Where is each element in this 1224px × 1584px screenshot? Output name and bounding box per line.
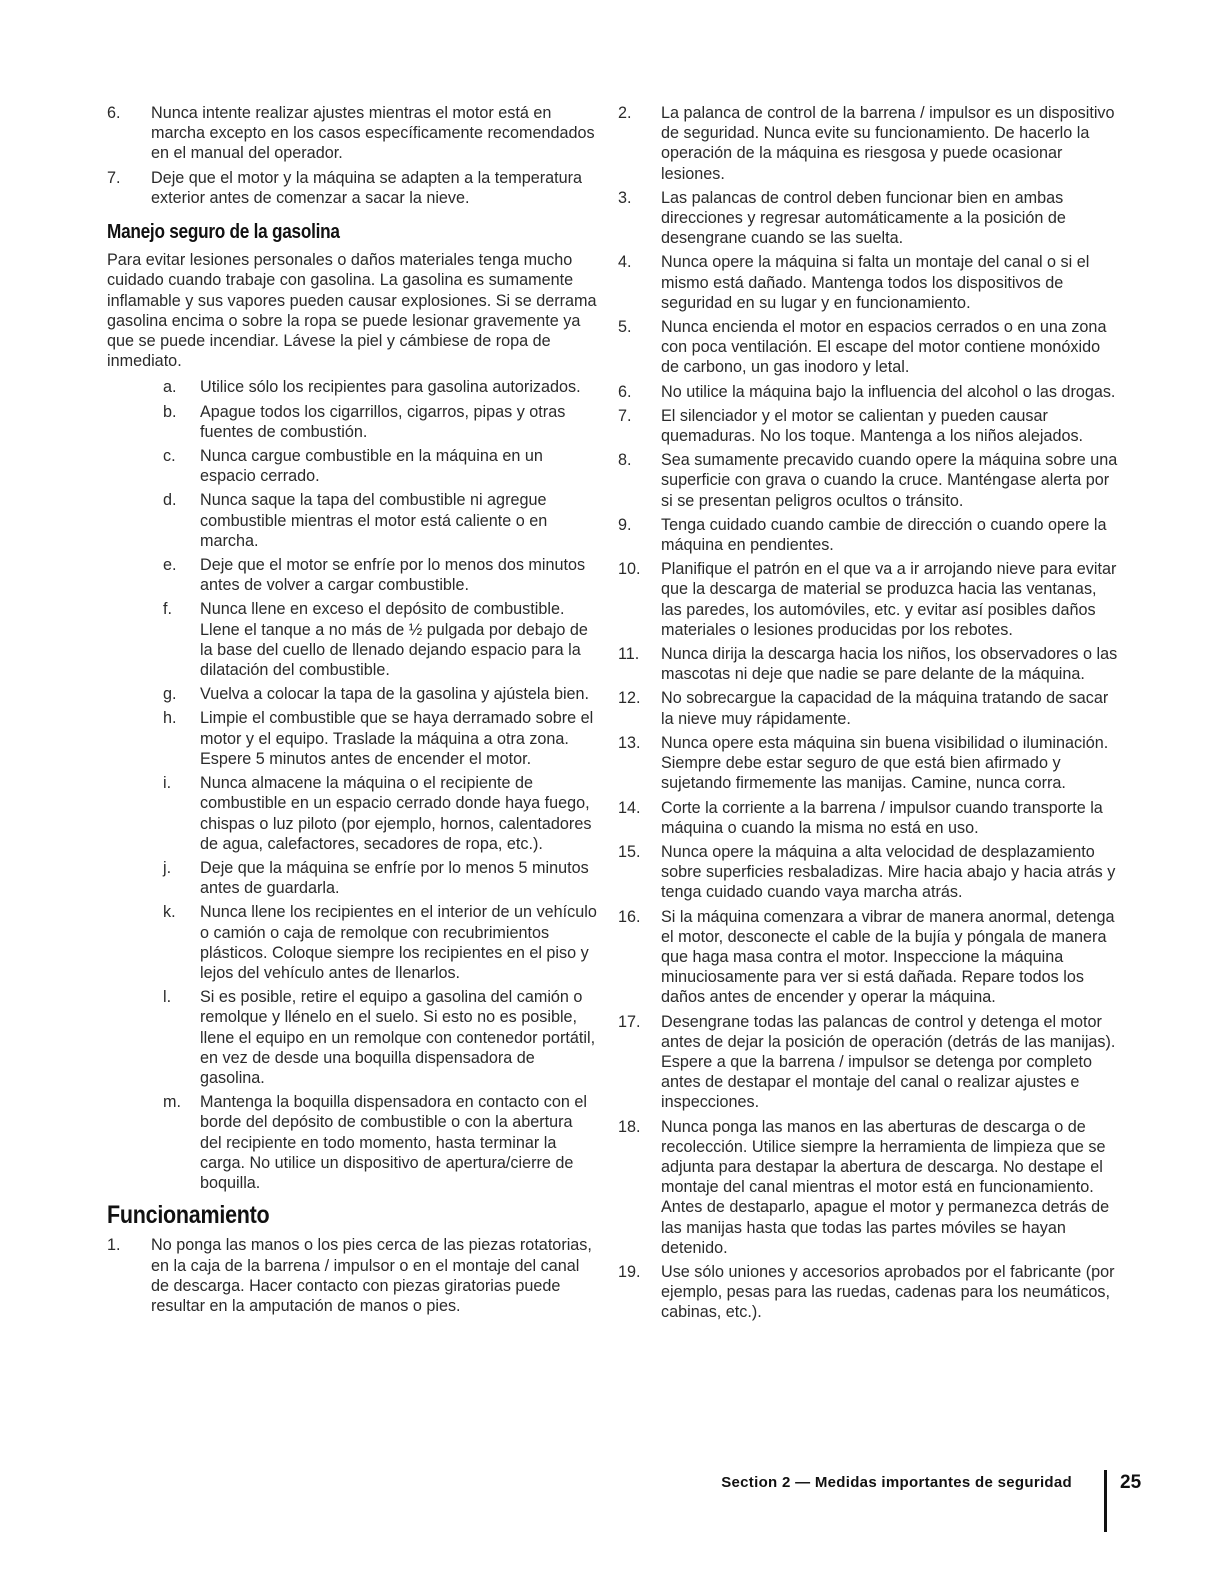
- footer-divider: [1104, 1470, 1107, 1532]
- list-item: e. Deje que el motor se enfríe por lo menos dos minutos antes de volver a cargar combustible.: [163, 556, 586, 595]
- section-heading-gasoline: Manejo seguro de la gasolina: [107, 221, 340, 244]
- list-item: 8. Sea sumamente precavido cuando opere la máquina sobre una superficie con grava o cuando la cruce. Manténgase alerta por si se presentan peligros ocultos o tránsito.: [618, 451, 1118, 510]
- right-column: [618, 103, 1118, 1327]
- list-item: 15. Nunca opere la máquina a alta velocidad de desplazamiento sobre superficies resbaladizas. Mire hacia abajo y hacia atrás y tenga cuidado cuando vaya marcha atrás.: [618, 842, 1116, 902]
- list-item: m. Mantenga la boquilla dispensadora en contacto con el borde del depósito de combustible o con la abertura del recipiente en todo momento, hasta terminar la carga. No utilice un dispositivo de apertura/cierre de boquilla.: [163, 1093, 587, 1192]
- list-item: k. Nunca llene los recipientes en el interior de un vehículo o camión o caja de remolque con recubrimientos plásticos. Coloque siempre los recipientes en el piso y lejos del vehículo antes de llenarlos.: [163, 903, 597, 982]
- list-item: j. Deje que la máquina se enfríe por lo menos 5 minutos antes de guardarla.: [163, 858, 589, 898]
- list-item: a. Utilice sólo los recipientes para gasolina autorizados.: [163, 378, 581, 397]
- list-item: f. Nunca llene en exceso el depósito de combustible. Llene el tanque a no más de ½ pulgada por debajo de la base del cuello de llenado dejando espacio para la dilatación del combustible.: [163, 600, 588, 680]
- list-item: 19. Use sólo uniones y accesorios aprobados por el fabricante (por ejemplo, pesas para las ruedas, cadenas para los neumáticos, cabinas, etc.).: [618, 1262, 1115, 1322]
- list-item: 5. Nunca encienda el motor en espacios cerrados o en una zona con poca ventilación. El escape del motor contiene monóxido de carbono, un gas inodoro y letal.: [618, 318, 1107, 377]
- gasoline-intro-paragraph: Para evitar lesiones personales o daños materiales tenga mucho cuidado cuando trabaje con gasolina. La gasolina es sumamente inflamable y sus vapores pueden causar explosiones. Si se derrama gasolina encima o sobre la ropa se puede lesionar gravemente ya que se puede incendiar. Lávese la piel y cámbiese de ropa de inmediato.: [107, 251, 597, 371]
- list-item: 7. El silenciador y el motor se calientan y pueden causar quemaduras. No los toque. Mantenga a los niños alejados.: [618, 406, 1084, 446]
- list-item: d. Nunca saque la tapa del combustible ni agregue combustible mientras el motor está caliente o en marcha.: [163, 491, 548, 550]
- list-item: i. Nunca almacene la máquina o el recipiente de combustible en un espacio cerrado donde haya fuego, chispas o luz piloto (por ejemplo, hornos, calentadores de agua, calefactores, secadores de ropa, etc.).: [163, 774, 592, 853]
- list-item: 17. Desengrane todas las palancas de control y detenga el motor antes de dejar la posición de operación (detrás de las manijas). Espere a que la barrena / impulsor se detenga por completo antes de destapar el montaje del canal o realizar ajustes e inspecciones.: [618, 1012, 1116, 1112]
- list-item: 14. Corte la corriente a la barrena / impulsor cuando transporte la máquina o cuando la misma no está en uso.: [618, 798, 1103, 837]
- list-item: b. Apague todos los cigarrillos, cigarros, pipas y otras fuentes de combustión.: [163, 402, 566, 441]
- list-item: h. Limpie el combustible que se haya derramado sobre el motor y el equipo. Traslade la máquina a otra zona. Espere 5 minutos antes de encender el motor.: [163, 709, 594, 768]
- list-item: 18. Nunca ponga las manos en las aberturas de descarga o de recolección. Utilice siempre la herramienta de limpieza que se adjunta para destapar la abertura de descarga. No destape el montaje del canal mientras el motor está en funcionamiento. Antes de destaparlo, apague el motor y permanezca detrás de las manijas hasta que todas las partes móviles se hayan detenido.: [618, 1117, 1110, 1257]
- left-column: [107, 103, 597, 1320]
- list-item: 10. Planifique el patrón en el que va a ir arrojando nieve para evitar que la descarga de material se produzca hacia las ventanas, las paredes, los automóviles, etc. y evitar así posibles daños materiales o lesiones producidas por los rebotes.: [618, 560, 1117, 639]
- list-item: 7. Deje que el motor y la máquina se adapten a la temperatura exterior antes de comenzar a sacar la nieve.: [107, 168, 583, 207]
- footer-section-label: Section 2 — Medidas importantes de seguridad: [721, 1474, 1072, 1491]
- list-item: 1. No ponga las manos o los pies cerca de las piezas rotatorias, en la caja de la barrena / impulsor o en el montaje del canal de descarga. Hacer contacto con piezas giratorias puede resultar en la amputación de manos o pies.: [107, 1236, 592, 1315]
- list-item: l. Si es posible, retire el equipo a gasolina del camión o remolque y llénelo en el suelo. Si esto no es posible, llene el equipo en un remolque con contenedor portátil, en vez de desde una boquilla dispensadora de gasolina.: [163, 988, 596, 1087]
- list-item: 6. Nunca intente realizar ajustes mientras el motor está en marcha excepto en los casos específicamente recomendados en el manual del operador.: [107, 104, 595, 163]
- list-item: g. Vuelva a colocar la tapa de la gasolina y ajústela bien.: [163, 685, 590, 704]
- list-item: 6. No utilice la máquina bajo la influencia del alcohol o las drogas.: [618, 382, 1116, 401]
- list-item: 12. No sobrecargue la capacidad de la máquina tratando de sacar la nieve muy rápidamente.: [618, 689, 1109, 728]
- list-item: 3. Las palancas de control deben funcionar bien en ambas direcciones y regresar automáticamente a la posición de desengrane cuando se las suelta.: [618, 188, 1066, 248]
- list-item: c. Nunca cargue combustible en la máquina en un espacio cerrado.: [163, 447, 543, 486]
- section-heading-operation: Funcionamiento: [107, 1201, 270, 1230]
- list-item: 2. La palanca de control de la barrena / impulsor es un dispositivo de seguridad. Nunca evite su funcionamiento. De hacerlo la operación de la máquina es riesgosa y puede ocasionar lesiones.: [618, 104, 1115, 183]
- page-number: 25: [1120, 1472, 1142, 1493]
- list-item: 13. Nunca opere esta máquina sin buena visibilidad o iluminación. Siempre debe estar seguro de que está bien afirmado y sujetando firmemente las manijas. Camine, nunca corra.: [618, 733, 1109, 793]
- list-item: 9. Tenga cuidado cuando cambie de dirección o cuando opere la máquina en pendientes.: [618, 515, 1107, 555]
- list-item: 4. Nunca opere la máquina si falta un montaje del canal o si el mismo está dañado. Mantenga todos los dispositivos de seguridad en su lugar y en funcionamiento.: [618, 253, 1090, 312]
- list-item: 16. Si la máquina comenzara a vibrar de manera anormal, detenga el motor, desconecte el cable de la bujía y póngala de manera que haga masa contra el motor. Inspeccione la máquina minuciosamente para ver si está dañada. Repare todos los daños antes de encender y operar la máquina.: [618, 907, 1115, 1007]
- list-item: 11. Nunca dirija la descarga hacia los niños, los observadores o las mascotas ni deje que nadie se pare delante de la máquina.: [618, 645, 1118, 684]
